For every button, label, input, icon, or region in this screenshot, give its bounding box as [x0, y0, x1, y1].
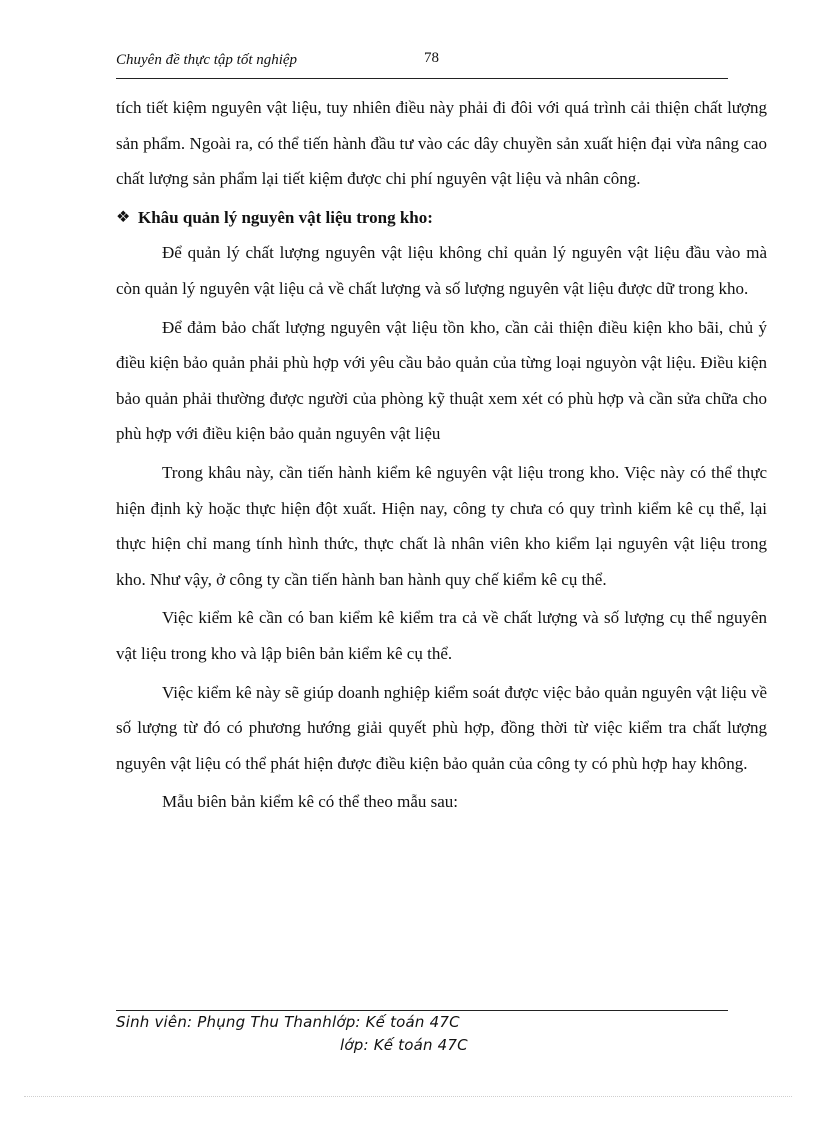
paragraph: Việc kiểm kê này sẽ giúp doanh nghiệp kiểm soát được việc bảo quản nguyên vật liệu về số lượng từ đó có phương hướng giải quyết phù hợp, đồng thời từ việc kiểm tra chất lượng nguyên vật liệu có thể phát hiện được điều kiện bảo quản của công ty có phù hợp hay không. [116, 682, 767, 773]
paragraph-continuation: tích tiết kiệm nguyên vật liệu, tuy nhiên điều này phải đi đôi với quá trình cải thiện chất lượng sản phẩm. Ngoài ra, có thể tiến hành đầu tư vào các dây chuyền sản xuất hiện đại vừa nâng cao chất lượng sản phẩm lại tiết kiệm được chi phí nguyên vật liệu và nhân công. [116, 98, 767, 189]
page-edge-divider [24, 1096, 792, 1097]
diamond-bullet-icon: ❖ [116, 208, 131, 226]
header-title: Chuyên đề thực tập tốt nghiệp [116, 52, 298, 68]
paragraph: Trong khâu này, cần tiến hành kiểm kê nguyên vật liệu trong kho. Việc này có thể thực hiện định kỳ hoặc thực hiện đột xuất. Hiện nay, công ty chưa có quy trình kiểm kê cụ thể, lại thực hiện chỉ mang tính hình thức, thực chất là nhân viên kho kiểm lại nguyên vật liệu trong kho. Như vậy, ở công ty cần tiến hành ban hành quy chế kiểm kê cụ thể. [116, 462, 767, 589]
paragraph: Việc kiểm kê cần có ban kiểm kê kiểm tra cả về chất lượng và số lượng cụ thể nguyên vật liệu trong kho và lập biên bản kiểm kê cụ thể. [116, 608, 767, 663]
section-heading-text: Khâu quản lý nguyên vật liệu trong kho: [138, 207, 433, 227]
paragraph: Để quản lý chất lượng nguyên vật liệu không chỉ quản lý nguyên vật liệu đầu vào mà còn quản lý nguyên vật liệu cả về chất lượng và số lượng nguyên vật liệu được dữ trong kho. [116, 243, 767, 298]
document-body [116, 90, 767, 820]
footer-class-line: lớp: Kế toán 47C [340, 1036, 468, 1054]
section-heading [116, 200, 767, 236]
footer-divider [116, 1010, 728, 1011]
paragraph: Để đảm bảo chất lượng nguyên vật liệu tồn kho, cần cải thiện điều kiện kho bãi, chủ ý điều kiện bảo quản phải phù hợp với yêu cầu bảo quản của từng loại nguyòn vật liệu. Điều kiện bảo quản phải thường được người của phòng kỹ thuật xem xét có phù hợp và cần sửa chữa cho phù hợp với điều kiện bảo quản nguyên vật liệu [116, 317, 767, 444]
paragraph: Mẫu biên bản kiểm kê có thể theo mẫu sau: [162, 792, 458, 812]
page-header [116, 50, 728, 79]
footer-student-line: Sinh viên: Phụng Thu Thanhlớp: Kế toán 47C [116, 1013, 460, 1031]
page-number: 78 [424, 50, 439, 66]
